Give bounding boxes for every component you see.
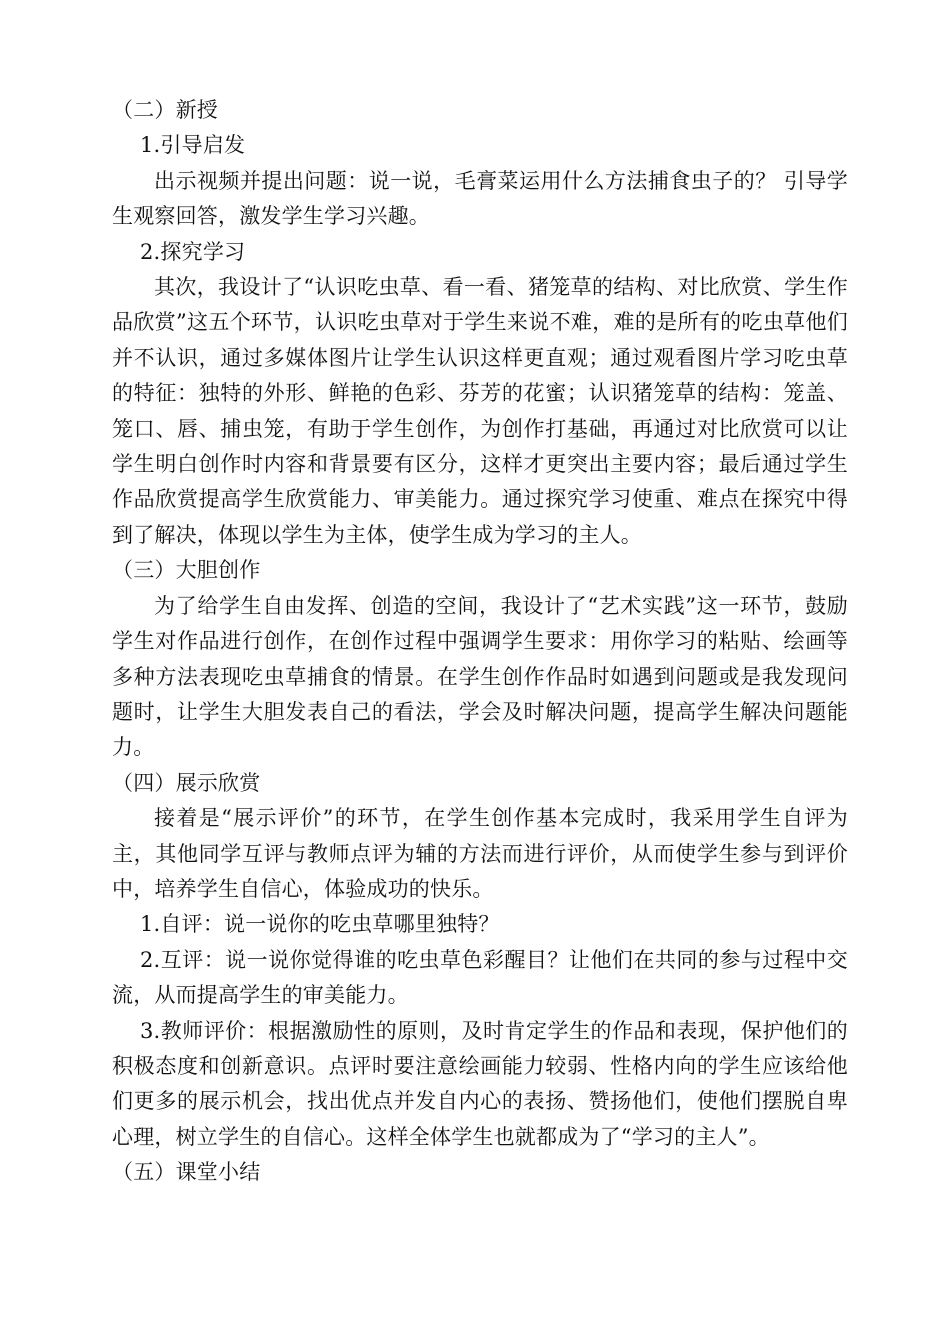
paragraph-art-practice: 为了给学生自由发挥、创造的空间，我设计了“艺术实践”这一环节，鼓励学生对作品进行创作，在创作过程中强调学生要求：用你学习的粘贴、绘画等多种方法表现吃虫草捕食的情景。在学生创作作品时如遇到问题或是我发现问题时，让学生大胆发表自己的看法，学会及时解决问题，提高学生解决问题能力。 bbox=[112, 593, 848, 760]
section-heading-showcase: （四）展示欣赏 bbox=[112, 770, 261, 795]
paragraph-evaluation: 接着是“展示评价”的环节，在学生创作基本完成时，我采用学生自评为主，其他同学互评与教师点评为辅的方法而进行评价，从而使学生参与到评价中，培养学生自信心，体验成功的快乐。 bbox=[112, 806, 848, 901]
document-body bbox=[112, 93, 848, 1191]
subheading-inquiry-learning: 2.探究学习 bbox=[140, 239, 246, 264]
list-item-teacher-evaluation: 3.教师评价：根据激励性的原则，及时肯定学生的作品和表现，保护他们的积极态度和创新意识。点评时要注意绘画能力较弱、性格内向的学生应该给他们更多的展示机会，找出优点并发自内心的表扬、赞扬他们，使他们摆脱自卑心理，树立学生的自信心。这样全体学生也就都成为了“学习的主人”。 bbox=[112, 1018, 848, 1149]
paragraph-inquiry-design: 其次，我设计了“认识吃虫草、看一看、猪笼草的结构、对比欣赏、学生作品欣赏”这五个环节，认识吃虫草对于学生来说不难，难的是所有的吃虫草他们并不认识，通过多媒体图片让学生认识这样更直观；通过观看图片学习吃虫草的特征：独特的外形、鲜艳的色彩、芬芳的花蜜；认识猪笼草的结构：笼盖、笼口、唇、捕虫笼，有助于学生创作，为创作打基础，再通过对比欣赏可以让学生明白创作时内容和背景要有区分，这样才更突出主要内容；最后通过学生作品欣赏提高学生欣赏能力、审美能力。通过探究学习使重、难点在探究中得到了解决，体现以学生为主体，使学生成为学习的主人。 bbox=[112, 275, 848, 547]
section-heading-new-lesson: （二）新授 bbox=[112, 98, 218, 122]
section-heading-bold-creation: （三）大胆创作 bbox=[112, 558, 261, 583]
subheading-guided-inspiration: 1.引导启发 bbox=[140, 133, 246, 158]
paragraph-video-question: 出示视频并提出问题：说一说，毛膏菜运用什么方法捕食虫子的？ 引导学生观察回答，激发学生学习兴趣。 bbox=[112, 168, 848, 229]
list-item-self-evaluation: 1.自评：说一说你的吃虫草哪里独特？ bbox=[140, 912, 500, 937]
list-item-peer-evaluation: 2.互评：说一说你觉得谁的吃虫草色彩醒目？让他们在共同的参与过程中交流，从而提高学生的审美能力。 bbox=[112, 947, 848, 1008]
section-heading-summary: （五）课堂小结 bbox=[112, 1160, 261, 1185]
